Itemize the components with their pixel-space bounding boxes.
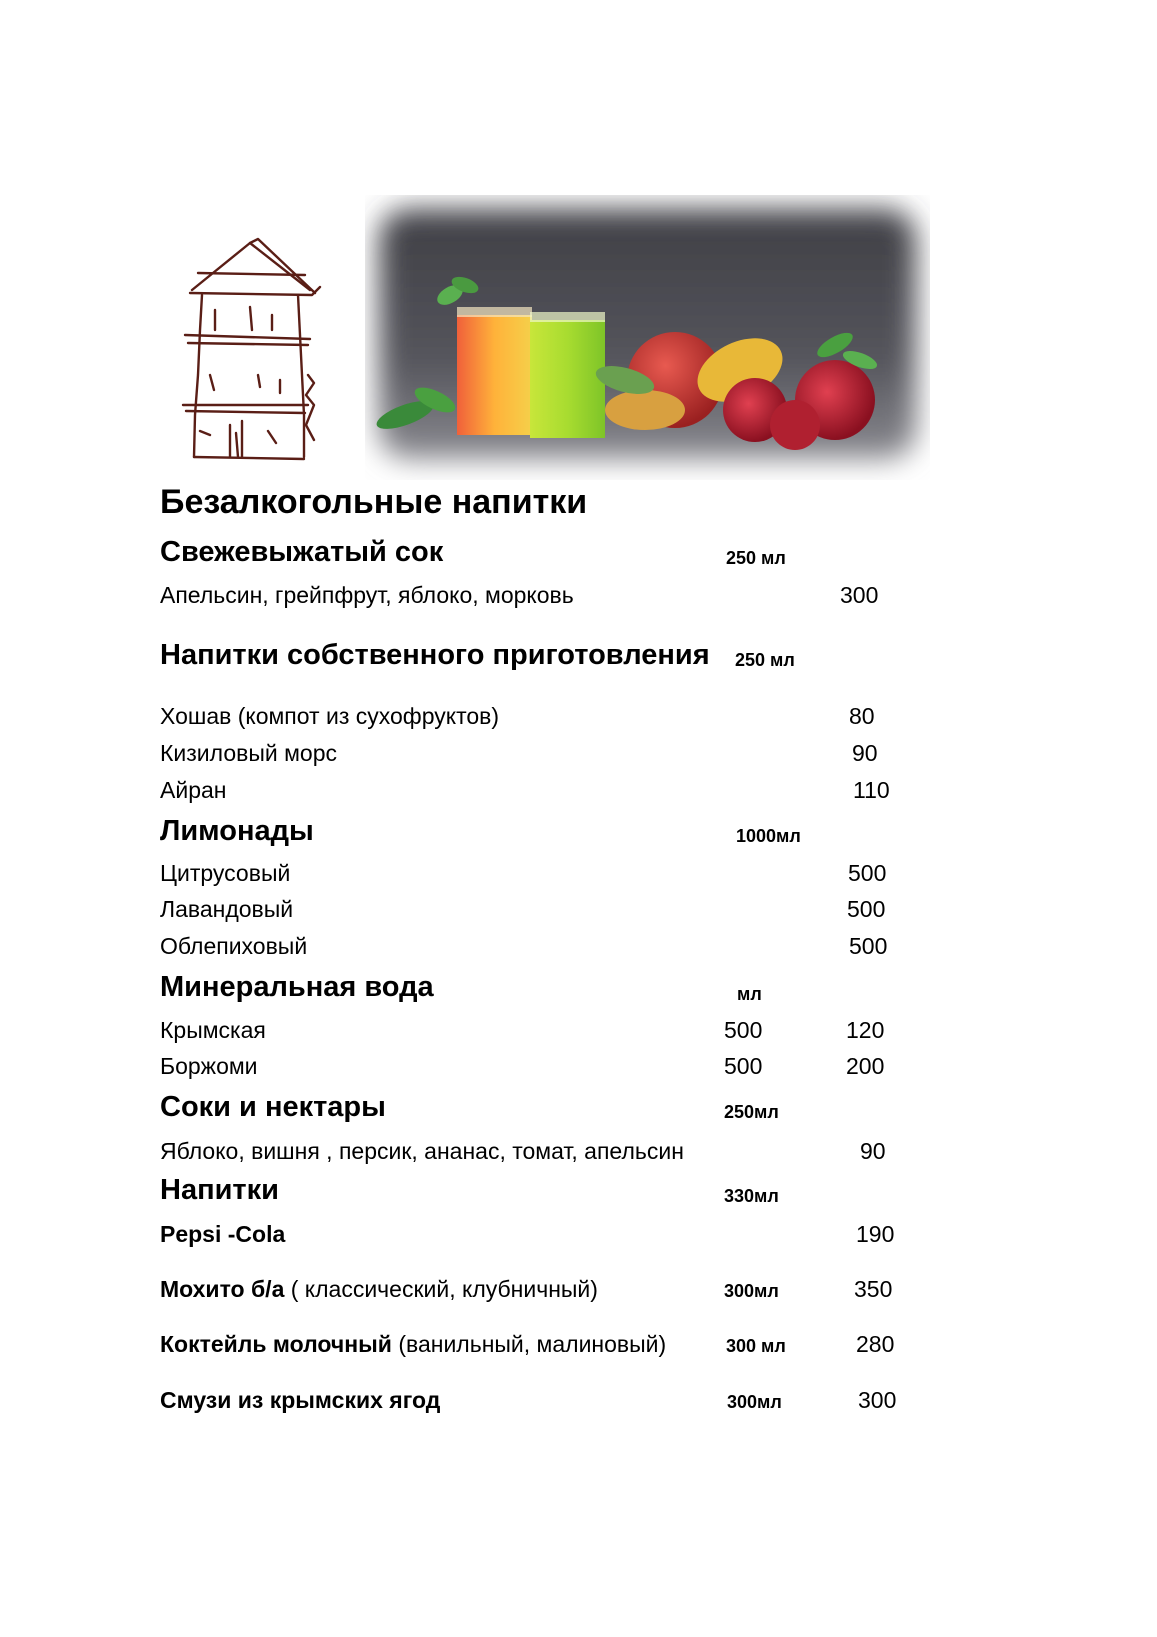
menu-item-volume: 500 (724, 1017, 763, 1043)
menu-item-name (160, 1387, 440, 1414)
menu-item-name: Лавандовый (160, 896, 294, 922)
section-volume: 250 мл (735, 650, 795, 670)
section-heading-homemade-drinks: Напитки собственного приготовления (160, 639, 710, 671)
section-volume: мл (737, 984, 762, 1004)
menu-item-name-detail: ( классический, клубничный) (284, 1276, 598, 1302)
menu-item-price: 90 (860, 1138, 886, 1164)
menu-item-price: 300 (858, 1387, 897, 1413)
menu-item-name (160, 1221, 285, 1248)
menu-item-name: Хошав (компот из сухофруктов) (160, 703, 500, 729)
menu-item-name: Крымская (160, 1017, 266, 1043)
menu-item-name (160, 1331, 666, 1358)
menu-item-name-bold: Смузи из крымских ягод (160, 1387, 441, 1413)
menu-item-name: Айран (160, 777, 227, 803)
section-heading-juices-nectars: Соки и нектары (160, 1091, 386, 1123)
menu-item-volume: 300мл (727, 1392, 782, 1412)
menu-item-name: Кизиловый морс (160, 740, 337, 766)
menu-item-name-detail: (ванильный, малиновый) (391, 1331, 667, 1357)
menu-item-volume: 300мл (724, 1281, 779, 1301)
menu-item-volume: 300 мл (726, 1336, 786, 1356)
menu-item-price: 350 (854, 1276, 893, 1302)
menu-item-price: 500 (848, 860, 887, 886)
menu-item-volume: 500 (724, 1053, 763, 1079)
menu-item-price: 190 (856, 1221, 895, 1247)
section-heading-drinks: Напитки (160, 1174, 279, 1206)
section-heading-lemonades: Лимонады (160, 815, 314, 847)
section-volume: 250мл (724, 1102, 779, 1122)
menu-item-name: Цитрусовый (160, 860, 291, 886)
section-volume: 330мл (724, 1186, 779, 1206)
menu-item-price: 300 (840, 582, 879, 608)
page-title: Безалкогольные напитки (160, 483, 588, 521)
tower-sketch-icon (180, 235, 330, 485)
menu-item-name: Облепиховый (160, 933, 308, 959)
menu-item-price: 280 (856, 1331, 895, 1357)
menu-item-name-bold: Мохито б/а (160, 1276, 285, 1302)
menu-item-name: Апельсин, грейпфрут, яблоко, морковь (160, 582, 574, 608)
menu-item-name: Боржоми (160, 1053, 258, 1079)
menu-item-price: 90 (852, 740, 878, 766)
menu-item-name-bold: Коктейль молочный (160, 1331, 392, 1357)
menu-item-price: 200 (846, 1053, 885, 1079)
menu-item-price: 110 (853, 777, 890, 803)
menu-item-name (160, 1276, 598, 1303)
menu-item-name: Яблоко, вишня , персик, ананас, томат, апельсин (160, 1138, 684, 1164)
section-heading-fresh-juice: Свежевыжатый сок (160, 536, 444, 568)
section-volume: 1000мл (736, 826, 801, 846)
menu-item-price: 500 (849, 933, 888, 959)
menu-item-price: 500 (847, 896, 886, 922)
menu-item-price: 120 (846, 1017, 885, 1043)
menu-item-price: 80 (849, 703, 875, 729)
section-volume: 250 мл (726, 548, 786, 568)
menu-item-name-bold: Pepsi -Cola (160, 1221, 286, 1247)
section-heading-mineral-water: Минеральная вода (160, 971, 434, 1003)
juice-and-fruit-photo (365, 195, 930, 480)
